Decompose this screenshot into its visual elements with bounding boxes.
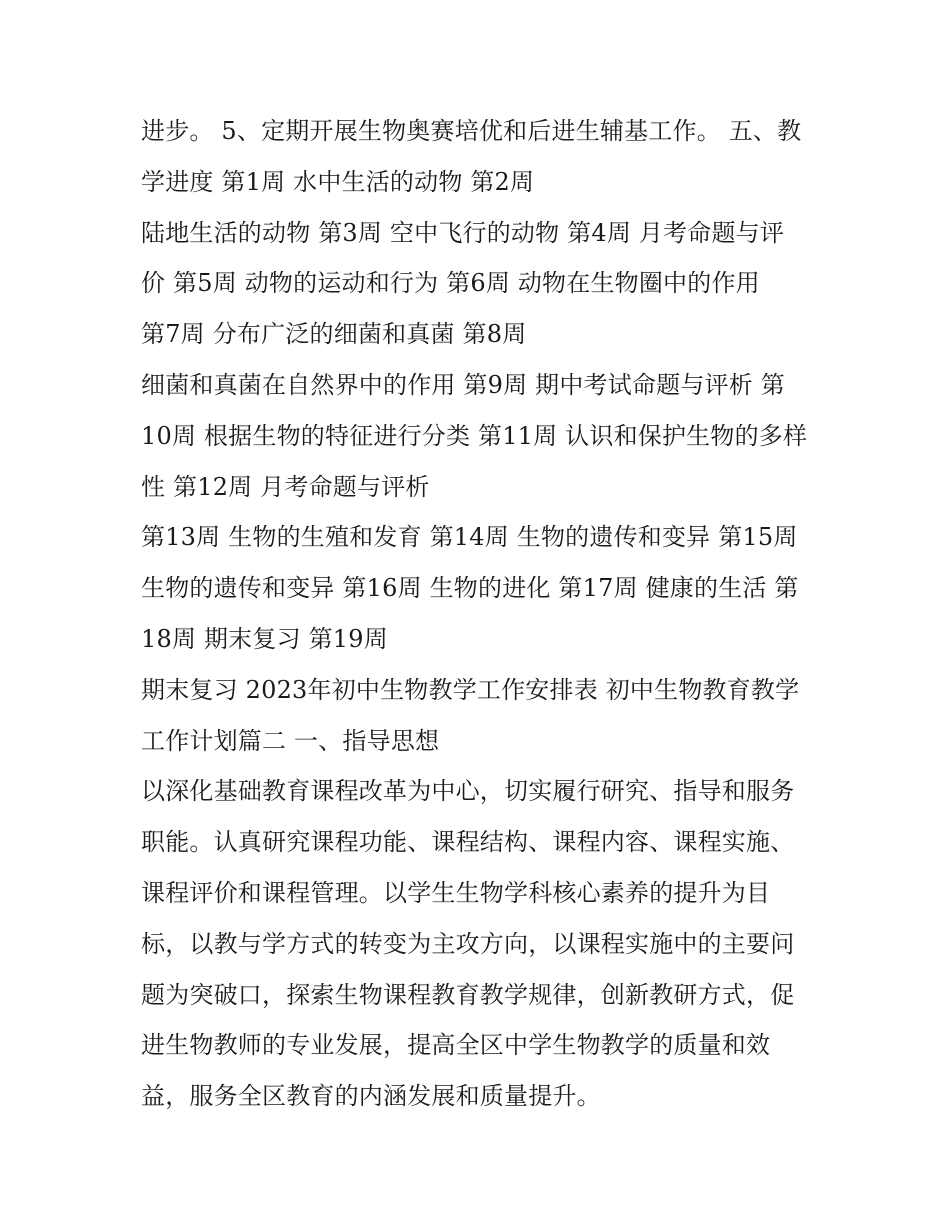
text-line: 课程评价和课程管理。以学生生物学科核心素养的提升为目: [141, 878, 771, 907]
text-line: 生物的遗传和变异 第16周 生物的进化 第17周 健康的生活 第: [141, 574, 799, 603]
text-line: 细菌和真菌在自然界中的作用 第9周 期中考试命题与评析 第: [141, 370, 785, 399]
text-line: 第13周 生物的生殖和发育 第14周 生物的遗传和变异 第15周: [141, 523, 798, 552]
text-line: 职能。认真研究课程功能、课程结构、课程内容、课程实施、: [141, 828, 795, 857]
text-line: 学进度 第1周 水中生活的动物 第2周: [141, 167, 535, 196]
text-line: 以深化基础教育课程改革为中心，切实履行研究、指导和服务: [141, 777, 795, 806]
text-line: 进生物教师的专业发展，提高全区中学生物教学的质量和效: [141, 1031, 771, 1060]
document-body: [141, 106, 821, 1122]
text-line: 10周 根据生物的特征进行分类 第11周 认识和保护生物的多样: [141, 421, 808, 450]
text-line: 标，以教与学方式的转变为主攻方向，以课程实施中的主要问: [141, 929, 795, 958]
text-line: 工作计划篇二 一、指导思想: [141, 726, 440, 755]
text-line: 题为突破口，探索生物课程教育教学规律，创新教研方式，促: [141, 980, 795, 1009]
text-line: 性 第12周 月考命题与评析: [141, 472, 430, 501]
text-line: 益，服务全区教育的内涵发展和质量提升。: [141, 1082, 601, 1111]
text-line: 价 第5周 动物的运动和行为 第6周 动物在生物圈中的作用: [141, 269, 760, 298]
text-line: 期末复习 2023年初中生物教学工作安排表 初中生物教育教学: [141, 675, 800, 704]
text-line: 进步。 5、定期开展生物奥赛培优和后进生辅基工作。 五、教: [141, 117, 802, 145]
text-line: 第7周 分布广泛的细菌和真菌 第8周: [141, 320, 527, 349]
text-line: 陆地生活的动物 第3周 空中飞行的动物 第4周 月考命题与评: [141, 218, 785, 247]
text-line: 18周 期末复习 第19周: [141, 624, 388, 653]
